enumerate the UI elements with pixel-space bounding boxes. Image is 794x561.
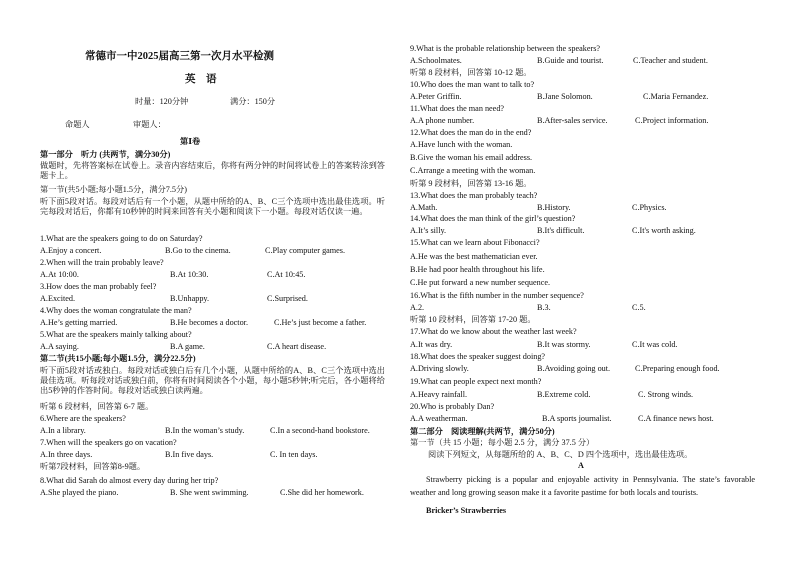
option-10b: B.Jane Solomon. (537, 92, 593, 101)
question-5: 5.What are the speakers mainly talking about? (40, 330, 192, 339)
option-15b: B.He had poor health throughout his life. (410, 265, 545, 274)
option-6a: A.In a library. (40, 426, 86, 435)
exam-time: 时量：120分钟 (135, 97, 189, 106)
option-20c: C.A finance news host. (638, 414, 714, 423)
option-5c: C.A heart disease. (267, 342, 327, 351)
option-7a: A.In three days. (40, 450, 93, 459)
option-11b: B.After-sales service. (537, 116, 608, 125)
question-16: 16.What is the fifth number in the number sequence? (410, 291, 584, 300)
passage-paragraph: Strawberry picking is a popular and enjoyable activity in Pennsylvania. The state’s favorable weather and long growing season make it a favorite pastime for both locals and tourists. (410, 475, 755, 497)
question-4: 4.Why does the woman congratulate the man? (40, 306, 192, 315)
question-20: 20.Who is probably Dan? (410, 402, 495, 411)
text10-note: 听第 10 段材料，回答第 17-20 题。 (410, 315, 536, 324)
option-5b: B.A game. (170, 342, 205, 351)
question-6: 6.Where are the speakers? (40, 414, 126, 423)
option-20b: B.A sports journalist. (542, 414, 612, 423)
question-9: 9.What is the probable relationship between the speakers? (410, 44, 601, 53)
option-8b: B. She went swimming. (170, 488, 249, 497)
option-18c: C.Preparing enough food. (635, 364, 720, 373)
option-11c: C.Project information. (635, 116, 709, 125)
question-11: 11.What does the man need? (410, 104, 505, 113)
sec1-heading: 第一节(共5小题;每小题1.5分，满分7.5分) (40, 185, 187, 194)
option-2c: C.At 10:45. (267, 270, 306, 279)
question-13: 13.What does the man probably teach? (410, 191, 538, 200)
question-18: 18.What does the speaker suggest doing? (410, 352, 546, 361)
option-6c: C.In a second-hand bookstore. (270, 426, 370, 435)
question-14: 14.What does the man think of the girl’s question? (410, 214, 576, 223)
question-3: 3.How does the man probably feel? (40, 282, 157, 291)
option-12b: B.Give the woman his email address. (410, 153, 533, 162)
option-19c: C. Strong winds. (638, 390, 694, 399)
question-7: 7.When will the speakers go on vacation? (40, 438, 177, 447)
part2-sec1-heading: 第一节（共 15 小题；每小题 2.5 分，满分 37.5 分） (410, 438, 595, 447)
option-3a: A.Excited. (40, 294, 76, 303)
option-16c: C.5. (632, 303, 646, 312)
option-4a: A.He’s getting married. (40, 318, 118, 327)
option-10a: A.Peter Griffin. (410, 92, 462, 101)
volume-title: 第Ⅰ卷 (180, 137, 201, 146)
option-18b: B.Avoiding going out. (537, 364, 611, 373)
subject-title: 英 语 (185, 74, 217, 85)
option-10c: C.Maria Fernandez. (643, 92, 709, 101)
option-16a: A.2. (410, 303, 425, 312)
option-14a: A.It’s silly. (410, 226, 447, 235)
part2-heading: 第二部分 阅读理解(共两节，满分50分) (410, 427, 555, 436)
option-15a: A.He was the best mathematician ever. (410, 252, 538, 261)
option-5a: A.A saying. (40, 342, 79, 351)
option-3b: B.Unhappy. (170, 294, 210, 303)
question-reviewer: 审题人： (133, 120, 166, 129)
option-18a: A.Driving slowly. (410, 364, 469, 373)
question-8: 8.What did Sarah do almost every day during her trip? (40, 476, 219, 485)
question-2: 2.When will the train probably leave? (40, 258, 164, 267)
option-17a: A.It was dry. (410, 340, 453, 349)
sec1-intro: 听下面5段对话。每段对话后有一个小题，从题中所给的A、B、C三个选项中选出最佳选项。听完每段对话后，你都有10秒钟的时间来回答有关小题和阅读下一小题。每段对话仅读一遍。 (40, 197, 385, 216)
option-8c: C.She did her homework. (280, 488, 364, 497)
option-17b: B.It was stormy. (537, 340, 591, 349)
option-16b: B.3. (537, 303, 551, 312)
passage-label: A (578, 461, 584, 470)
part2-sec1-intro: 阅读下列短文，从每题所给的 A、B、C、D 四个选项中，选出最佳选项。 (428, 450, 693, 459)
option-14b: B.It's difficult. (537, 226, 585, 235)
option-9b: B.Guide and tourist. (537, 56, 604, 65)
text7-note: 听第7段材料，回答第8-9题。 (40, 462, 146, 471)
exam-score: 满分：150分 (230, 97, 276, 106)
option-6b: B.In the woman’s study. (165, 426, 245, 435)
text9-note: 听第 9 段材料，回答第 13-16 题。 (410, 179, 532, 188)
question-10: 10.Who does the man want to talk to? (410, 80, 535, 89)
option-13a: A.Math. (410, 203, 438, 212)
option-12c: C.Arrange a meeting with the woman. (410, 166, 536, 175)
question-12: 12.What does the man do in the end? (410, 128, 532, 137)
option-15c: C.He put forward a new number sequence. (410, 278, 551, 287)
option-7b: B.In five days. (165, 450, 214, 459)
part1-intro: 做题时，先将答案标在试卷上。录音内容结束后，你将有两分钟的时间将试卷上的答案转涂到答题卡上。 (40, 161, 385, 180)
option-1b: B.Go to the cinema. (165, 246, 231, 255)
option-1c: C.Play computer games. (265, 246, 346, 255)
option-14c: C.It's worth asking. (632, 226, 696, 235)
sec2-heading: 第二节(共15小题;每小题1.5分，满分22.5分) (40, 354, 196, 363)
option-1a: A.Enjoy a concert. (40, 246, 102, 255)
option-4b: B.He becomes a doctor. (170, 318, 248, 327)
option-13b: B.History. (537, 203, 571, 212)
question-15: 15.What can we learn about Fibonacci? (410, 238, 540, 247)
question-setter: 命题人 (65, 120, 90, 129)
question-17: 17.What do we know about the weather last week? (410, 327, 577, 336)
exam-title: 常德市一中2025届高三第一次月水平检测 (85, 51, 274, 62)
question-19: 19.What can people expect next month? (410, 377, 542, 386)
option-13c: C.Physics. (632, 203, 667, 212)
option-2a: A.At 10:00. (40, 270, 79, 279)
question-1: 1.What are the speakers going to do on Saturday? (40, 234, 203, 243)
farm-title: Bricker’s Strawberries (426, 506, 507, 515)
sec2-intro: 听下面5段对话或独白。每段对话或独白后有几个小题，从题中所给的A、B、C三个选项中选出最佳选项。听每段对话或独白前，你将有时间阅读各个小题，每小题5秒钟;听完后，各小题将给出5秒钟的作答时间。每段对话或独白读两遍。 (40, 366, 385, 395)
option-11a: A.A phone number. (410, 116, 475, 125)
option-7c: C. In ten days. (270, 450, 318, 459)
text8-note: 听第 8 段材料，回答第 10-12 题。 (410, 68, 532, 77)
option-19a: A.Heavy rainfall. (410, 390, 468, 399)
option-9c: C.Teacher and student. (633, 56, 708, 65)
option-2b: B.At 10:30. (170, 270, 209, 279)
option-9a: A.Schoolmates. (410, 56, 462, 65)
option-17c: C.It was cold. (632, 340, 678, 349)
option-19b: B.Extreme cold. (537, 390, 591, 399)
option-12a: A.Have lunch with the woman. (410, 140, 513, 149)
option-8a: A.She played the piano. (40, 488, 119, 497)
text6-note: 听第 6 段材料，回答第 6-7 题。 (40, 402, 154, 411)
option-3c: C.Surprised. (267, 294, 308, 303)
option-20a: A.A weatherman. (410, 414, 468, 423)
option-4c: C.He’s just become a father. (274, 318, 367, 327)
part1-heading: 第一部分 听力 (共两节，满分30分) (40, 150, 171, 159)
